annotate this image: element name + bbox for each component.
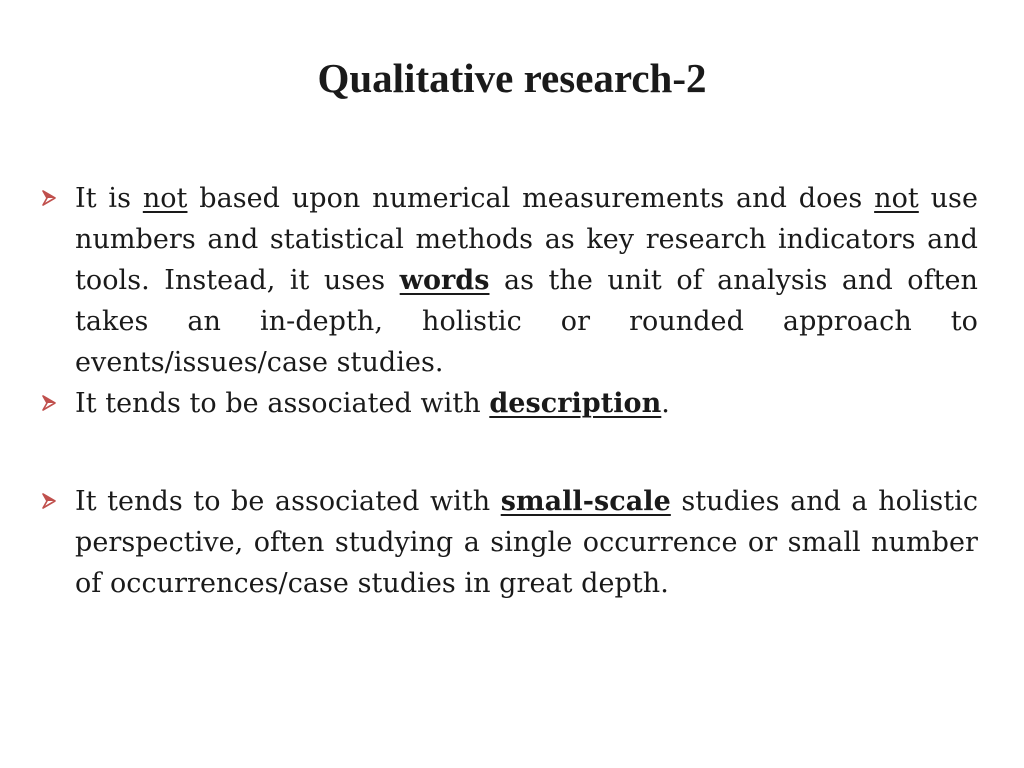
- bullet-list: [42, 178, 978, 604]
- emphasis-small-scale: small-scale: [500, 486, 671, 517]
- text-run: as the unit of analysis and often takes an in-depth, holistic or rounded approach to events/issues/case studies.: [75, 265, 978, 378]
- text-run: studies and a holistic perspective, often studying a single occurrence or small number of occurrences/case studies in great depth.: [75, 486, 978, 599]
- text-run: use numbers and statistical methods as key research indicators and tools. Instead, it uses: [75, 183, 978, 296]
- text-run: It is: [75, 183, 143, 214]
- text-run: It tends to be associated with: [75, 486, 501, 517]
- text-run: It tends to be associated with: [75, 388, 490, 419]
- emphasis-not-2: not: [874, 183, 919, 214]
- bullet-item-2: [42, 383, 978, 481]
- arrow-bullet-icon: [42, 481, 75, 521]
- arrow-bullet-icon: [42, 383, 75, 423]
- bullet-item-1: [42, 178, 978, 383]
- bullet-text-3: [75, 481, 978, 604]
- arrow-bullet-icon: [42, 178, 75, 218]
- text-run: based upon numerical measurements and does: [187, 183, 875, 214]
- bullet-text-1: [75, 178, 978, 383]
- bullet-text-2: [75, 383, 978, 424]
- emphasis-not-1: not: [142, 183, 188, 214]
- emphasis-words: words: [399, 265, 490, 296]
- slide-title: Qualitative research-2: [317, 55, 707, 101]
- text-run: .: [661, 388, 670, 419]
- bullet-item-3: [42, 481, 978, 604]
- emphasis-description: description: [489, 388, 662, 419]
